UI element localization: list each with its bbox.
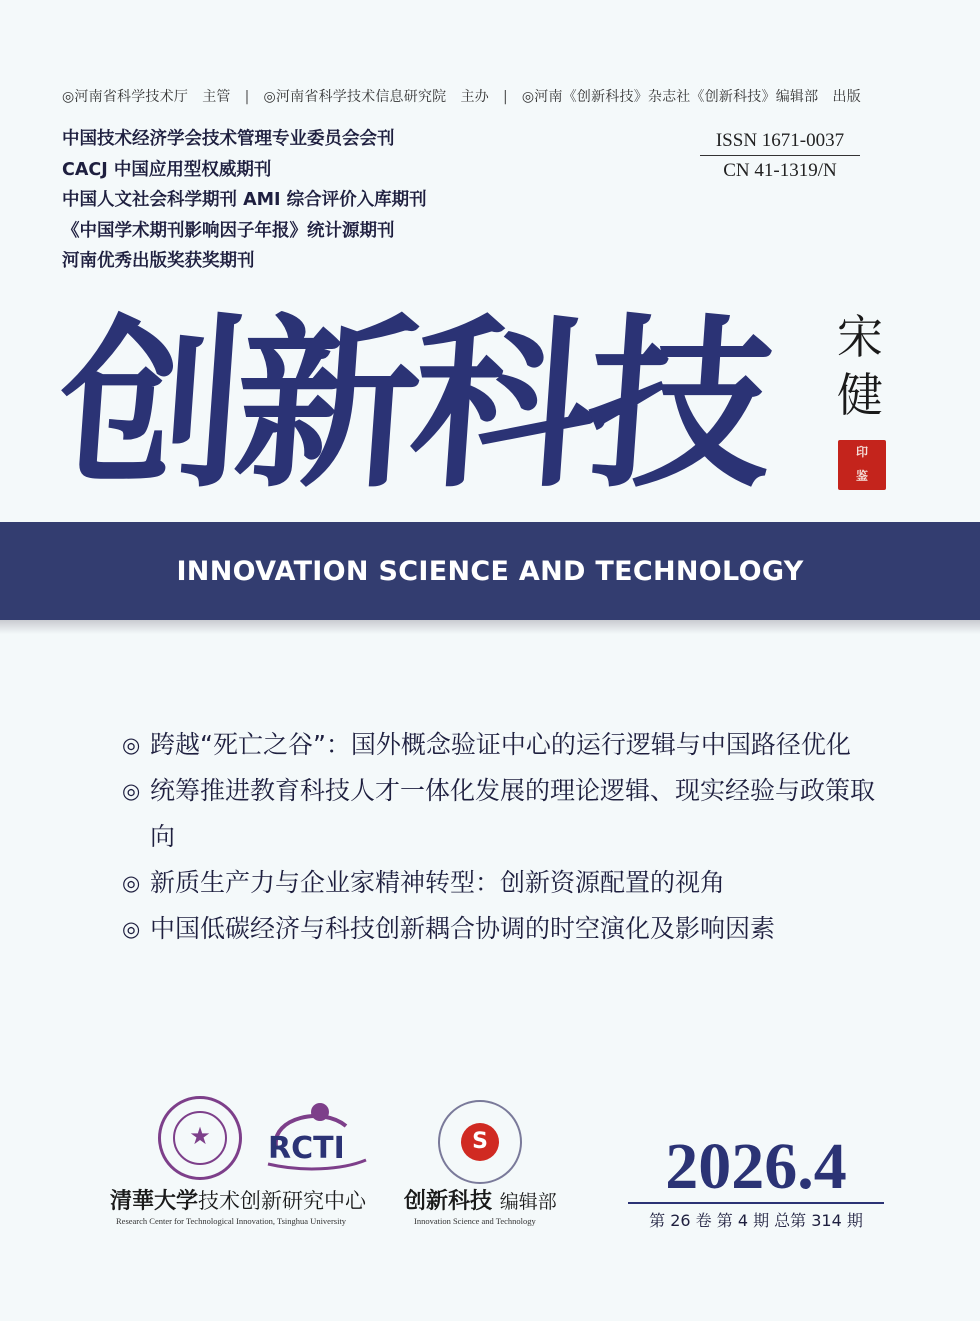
editorial-office-name: [404, 1184, 584, 1215]
issn-block: [700, 130, 860, 182]
publisher-supervisor: ◎河南省科学技术厅 主管: [62, 89, 231, 105]
red-seal-icon: 印 鉴: [838, 440, 886, 490]
publisher-line: [62, 86, 922, 106]
tsinghua-center-english: Research Center for Technological Innovation, Tsinghua University: [116, 1216, 347, 1226]
article-item: [122, 722, 882, 768]
journal-emblem-icon: [438, 1100, 522, 1184]
title-banner: [0, 522, 980, 620]
rcti-logo-icon: [262, 1100, 372, 1176]
featured-articles: [122, 722, 882, 952]
issn-number: ISSN 1671-0037: [700, 130, 860, 156]
tsinghua-emblem-icon: [158, 1096, 242, 1180]
bullet-icon: ◎: [122, 871, 141, 895]
bullet-icon: ◎: [122, 733, 141, 757]
issue-volume: 第 26 卷 第 4 期 总第 314 期: [649, 1211, 863, 1230]
article-item: [122, 768, 882, 860]
journal-title-chinese: 创新科技: [52, 297, 772, 513]
editorial-dept-label: 编辑部: [499, 1191, 557, 1213]
bullet-icon: ◎: [122, 917, 141, 941]
tsinghua-university-name: 清華大学: [110, 1188, 199, 1214]
calligrapher-signature: 宋健: [837, 310, 883, 422]
article-title: 统筹推进教育科技人才一体化发展的理论逻辑、现实经验与政策取向: [150, 776, 876, 851]
rcti-text: RCTI: [268, 1131, 345, 1166]
index-item: 《中国学术期刊影响因子年报》统计源期刊: [62, 220, 395, 241]
journal-emblem-core: S: [461, 1123, 499, 1161]
publisher-separator: |: [502, 89, 508, 105]
bullet-icon: ◎: [122, 779, 141, 803]
index-list: [62, 124, 427, 277]
index-item: 河南优秀出版奖获奖期刊: [62, 251, 255, 271]
issue-number: 2026.4: [628, 1134, 884, 1204]
star-icon: ★: [173, 1111, 227, 1165]
editorial-journal-name: 创新科技: [404, 1188, 493, 1214]
tsinghua-center-name: [110, 1184, 390, 1215]
index-item: 中国人文社会科学期刊 AMI 综合评价入库期刊: [62, 190, 427, 210]
article-title: 跨越“死亡之谷”：国外概念验证中心的运行逻辑与中国路径优化: [150, 730, 851, 759]
publisher-sponsor: ◎河南省科学技术信息研究院 主办: [263, 89, 489, 105]
banner-shadow: [0, 620, 980, 634]
editorial-office-english: Innovation Science and Technology: [414, 1216, 536, 1226]
index-item: CACJ 中国应用型权威期刊: [62, 159, 272, 180]
publisher-separator: |: [244, 89, 250, 105]
index-item: 中国技术经济学会技术管理专业委员会会刊: [62, 129, 395, 149]
article-title: 中国低碳经济与科技创新耦合协调的时空演化及影响因素: [150, 914, 776, 943]
tsinghua-center-label: 技术创新研究中心: [198, 1189, 367, 1213]
article-item: [122, 906, 882, 952]
publisher-publisher: ◎河南《创新科技》杂志社《创新科技》编辑部 出版: [521, 89, 861, 105]
article-title: 新质生产力与企业家精神转型：创新资源配置的视角: [150, 868, 726, 897]
article-item: [122, 860, 882, 906]
journal-title-english: INNOVATION SCIENCE AND TECHNOLOGY: [176, 555, 804, 587]
cn-number: CN 41-1319/N: [723, 160, 837, 181]
